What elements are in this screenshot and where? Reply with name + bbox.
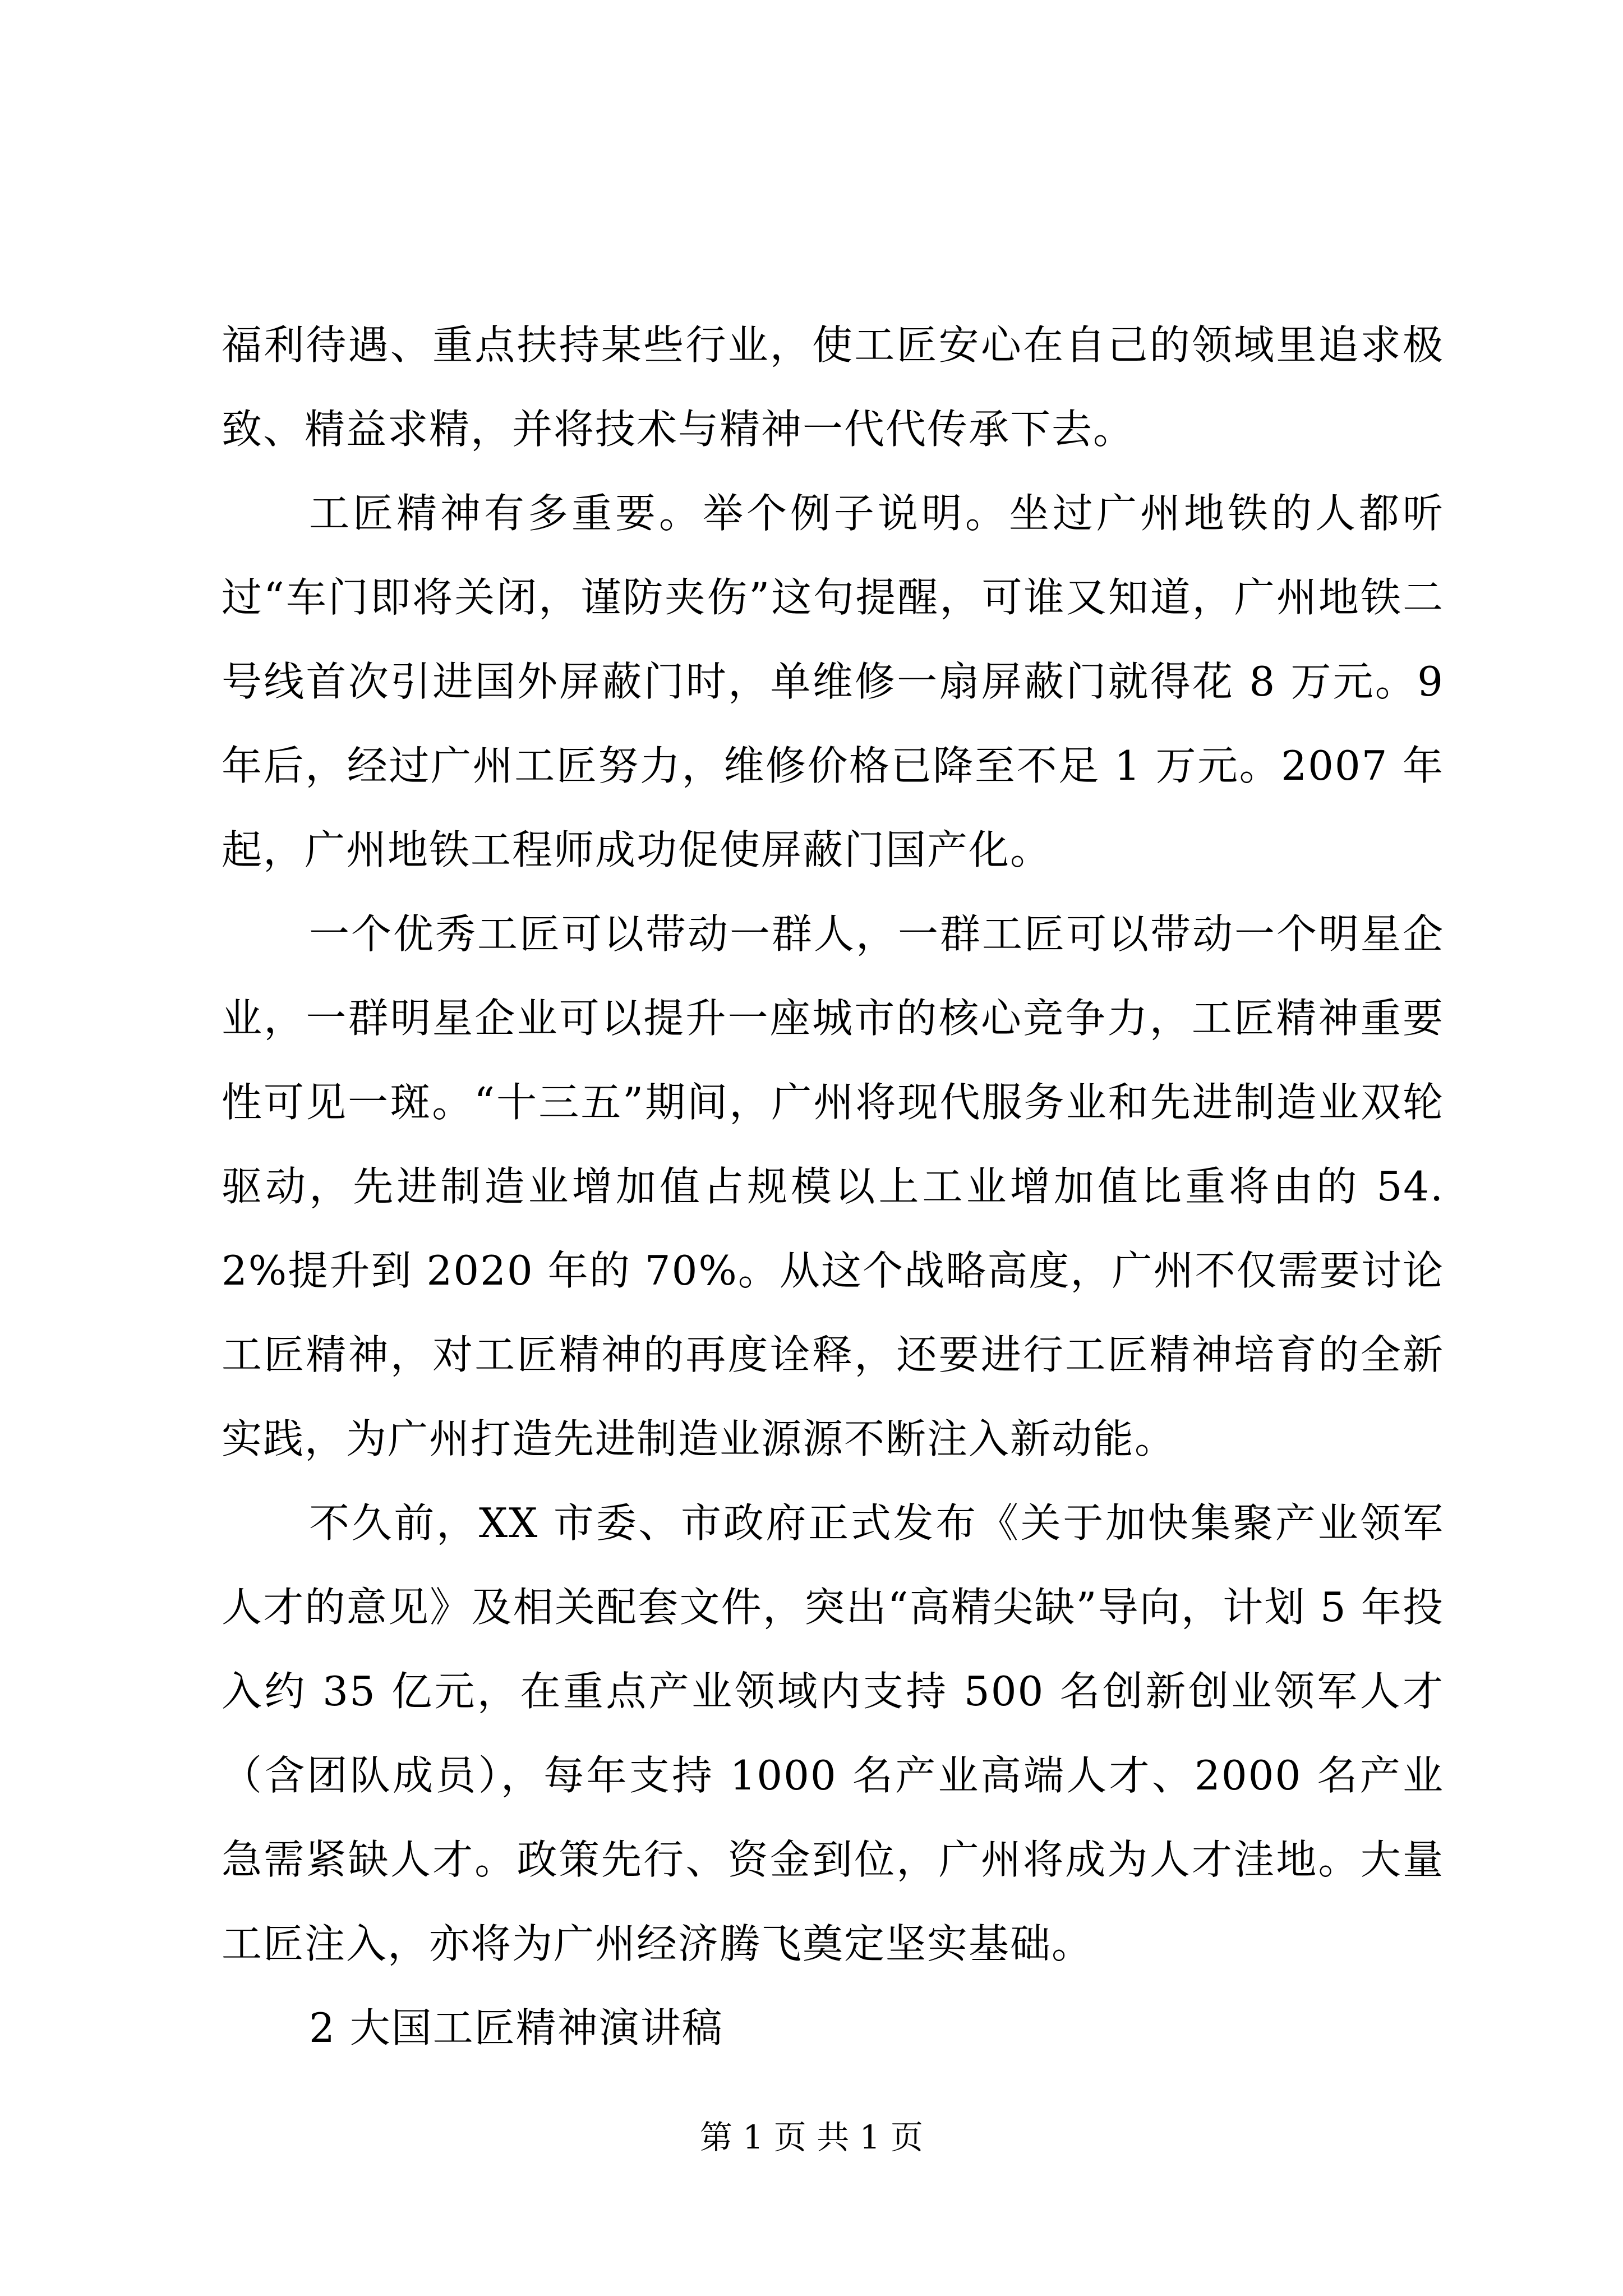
paragraph-4: 不久前，XX 市委、市政府正式发布《关于加快集聚产业领军人才的意见》及相关配套文件，突出“高精尖缺”导向，计划 5 年投入约 35 亿元，在重点产业领域内支持 500 名创新创业领军人才（含团队成员），每年支持 1000 名产业高端人才、2000 名产业急需紧缺人才。政策先行、资金到位，广州将成为人才洼地。大量工匠注入，亦将为广州经济腾飞奠定坚实基础。 [222, 1499, 1444, 1967]
paragraph-2: 工匠精神有多重要。举个例子说明。坐过广州地铁的人都听过“车门即将关闭，谨防夹伤”这句提醒，可谁又知道，广州地铁二号线首次引进国外屏蔽门时，单维修一扇屏蔽门就得花 8 万元。9 年后，经过广州工匠努力，维修价格已降至不足 1 万元。2007 年起，广州地铁工程师成功促使屏蔽门国产化。 [222, 490, 1444, 873]
paragraph-1: 福利待遇、重点扶持某些行业，使工匠安心在自己的领域里追求极致、精益求精，并将技术与精神一代代传承下去。 [222, 321, 1444, 453]
document-body [222, 303, 1444, 2070]
section-heading: 2 大国工匠精神演讲稿 [309, 2004, 723, 2051]
page-footer: 第 1 页 共 1 页 [700, 2118, 923, 2156]
paragraph-3: 一个优秀工匠可以带动一群人，一群工匠可以带动一个明星企业，一群明星企业可以提升一座城市的核心竞争力，工匠精神重要性可见一斑。“十三五”期间，广州将现代服务业和先进制造业双轮驱动，先进制造业增加值占规模以上工业增加值比重将由的 54.2%提升到 2020 年的 70%。从这个战略高度，广州不仅需要讨论工匠精神，对工匠精神的再度诠释，还要进行工匠精神培育的全新实践，为广州打造先进制造业源源不断注入新动能。 [222, 910, 1444, 1462]
